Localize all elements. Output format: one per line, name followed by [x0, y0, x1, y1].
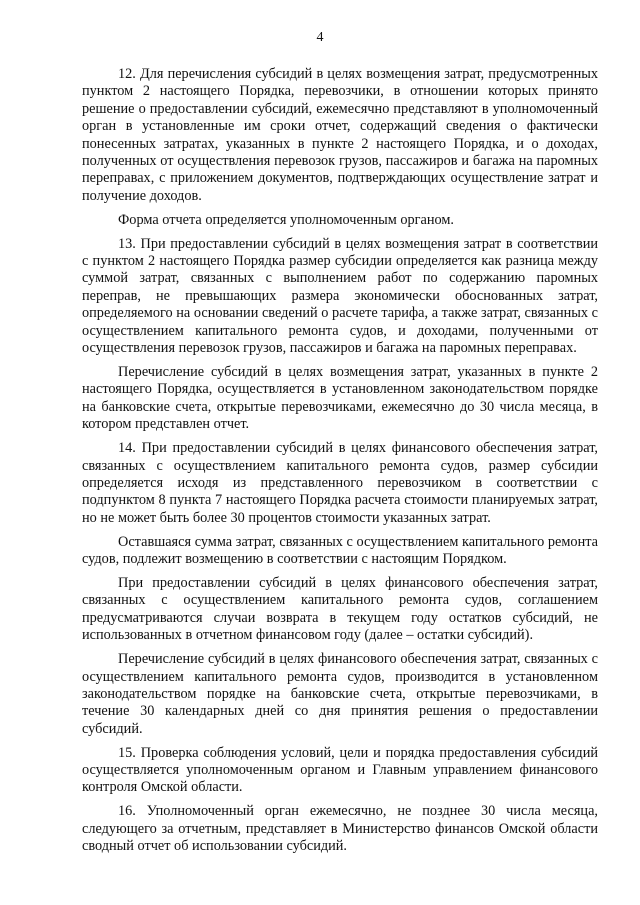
page-number: 4	[316, 30, 324, 45]
paragraph-remaining-costs: Оставшаяся сумма затрат, связанных с осуществлением капитального ремонта судов, подлежит возмещению в соответствии с настоящим Порядком.	[82, 533, 598, 568]
document-body	[82, 66, 598, 862]
paragraph-subsidy-return: При предоставлении субсидий в целях финансового обеспечения затрат, связанных с осуществлением капитального ремонта судов, соглашением предусматриваются случаи возврата в текущем году остатков субсидий, не использованных в отчетном финансовом году (далее – остатки субсидий).	[82, 574, 598, 644]
paragraph-clause-16: 16. Уполномоченный орган ежемесячно, не позднее 30 числа месяца, следующего за отчетным, представляет в Министерство финансов Омской области сводный отчет об использовании субсидий.	[82, 803, 598, 855]
paragraph-transfer-reimbursement: Перечисление субсидий в целях возмещения затрат, указанных в пункте 2 настоящего Порядка, осуществляется в установленном законодательством порядке на банковские счета, открытые перевозчиками, ежемесячно до 30 числа месяца, в котором представлен отчет.	[82, 364, 598, 433]
paragraph-clause-12: 12. Для перечисления субсидий в целях возмещения затрат, предусмотренных пунктом 2 настоящего Порядка, перевозчики, в отношении которых принято решение о предоставлении субсидий, ежемесячно представляют в уполномоченный орган в установленные им сроки отчет, содержащий сведения о фактически понесенных затратах, указанных в пункте 2 настоящего Порядка, и о доходах, полученных от осуществления перевозок грузов, пассажиров и багажа на паромных переправах, с приложением документов, подтверждающих осуществление затрат и получение доходов.	[82, 66, 598, 204]
paragraph-report-form: Форма отчета определяется уполномоченным органом.	[118, 211, 454, 228]
paragraph-clause-15: 15. Проверка соблюдения условий, цели и порядка предоставления субсидий осуществляется уполномоченным органом и Главным управлением финансового контроля Омской области.	[82, 744, 598, 796]
paragraph-clause-14: 14. При предоставлении субсидий в целях финансового обеспечения затрат, связанных с осуществлением капитального ремонта судов, размер субсидии определяется исходя из представленного перевозчиком в соответствии с подпунктом 8 пункта 7 настоящего Порядка расчета стоимости планируемых затрат, но не может быть более 30 процентов стоимости указанных затрат.	[82, 440, 598, 526]
paragraph-transfer-financing: Перечисление субсидий в целях финансового обеспечения затрат, связанных с осуществлением капитального ремонта судов, производится в установленном законодательством порядке на банковские счета, открытые перевозчиками, в течение 30 календарных дней со дня принятия решения о предоставлении субсидий.	[82, 651, 598, 737]
paragraph-clause-13: 13. При предоставлении субсидий в целях возмещения затрат в соответствии с пунктом 2 настоящего Порядка размер субсидии определяется как разница между суммой затрат, связанных с выполнением работ по содержанию паромных переправ, не превышающих размера экономически обоснованных затрат, определяемого на основании сведений о расчете тарифа, а также затрат, связанных с осуществлением капитального ремонта судов, и доходами, полученными от осуществления перевозок грузов, пассажиров и багажа на паромных переправах.	[82, 235, 598, 357]
